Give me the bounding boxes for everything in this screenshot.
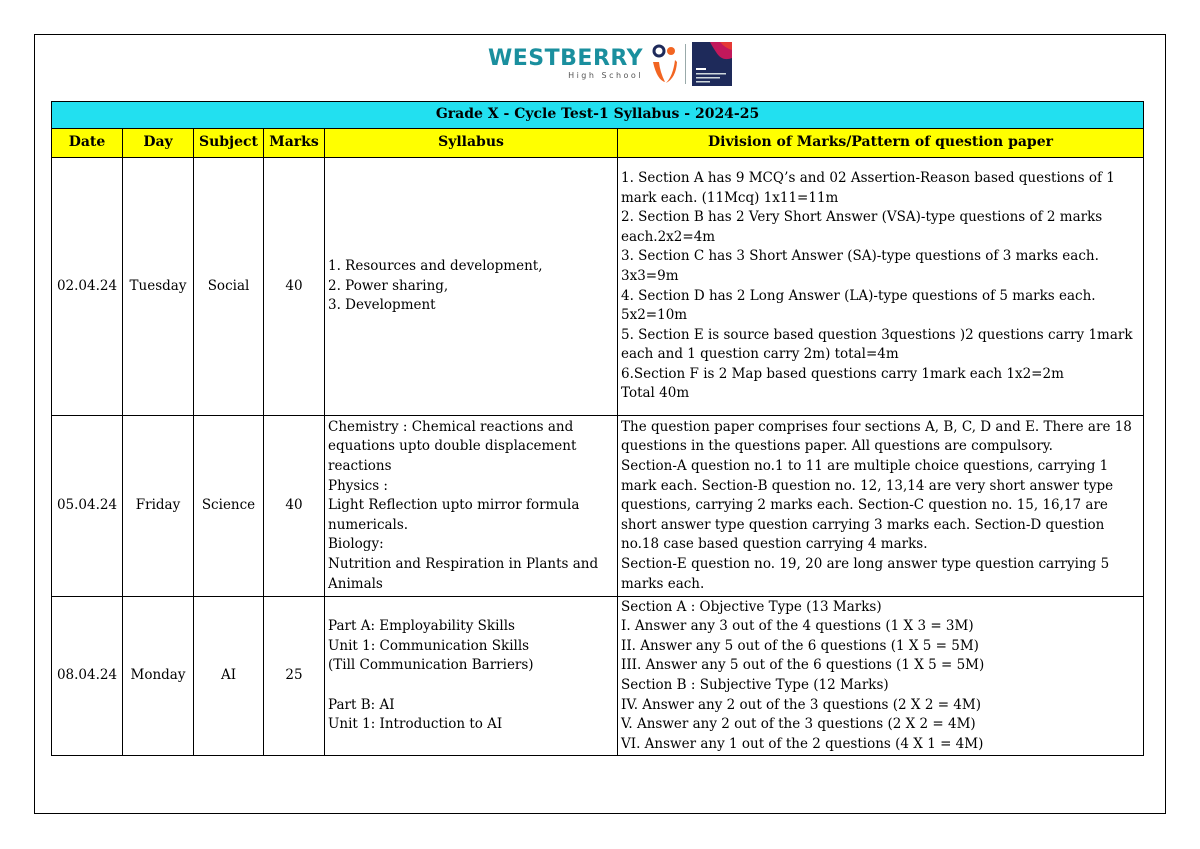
division-line: each.2x2=4m [621,228,716,245]
cell-day: Monday [123,597,194,756]
division-line: questions in the questions paper. All questions are compulsory. [621,438,1053,455]
header-division: Division of Marks/Pattern of question paper [618,129,1144,158]
division-line: III. Answer any 5 out of the 6 questions (1 X 5 = 5M) [621,657,985,674]
division-line: IV. Answer any 2 out of the 3 questions (2 X 2 = 4M) [621,696,981,713]
table-title-row [52,102,1144,129]
westberry-mark-icon [649,42,679,86]
division-line: Section A : Objective Type (13 Marks) [621,598,882,615]
division-line: I. Answer any 3 out of the 4 questions (1 X 3 = 3M) [621,618,974,635]
cell-marks: 25 [264,597,325,756]
syllabus-line: equations upto double displacement [328,438,577,455]
syllabus-table [51,101,1144,756]
brand-subtitle: High School [568,71,644,80]
division-line: no.18 case based question carrying 4 marks. [621,536,928,553]
header-subject: Subject [194,129,264,158]
division-line: 3x3=9m [621,267,679,284]
division-line: questions, carrying 2 marks each. Section-C question no. 15, 16,17 are [621,497,1108,514]
syllabus-line: Part A: Employability Skills [328,618,515,635]
division-line: 3. Section C has 3 Short Answer (SA)-type questions of 3 marks each. [621,248,1099,265]
syllabus-line: (Till Communication Barriers) [328,657,534,674]
cell-date: 05.04.24 [52,416,123,597]
division-line: mark each. Section-B question no. 12, 13,14 are very short answer type [621,477,1114,494]
division-line: marks each. [621,575,705,592]
cell-day: Tuesday [123,158,194,416]
cell-date: 08.04.24 [52,597,123,756]
syllabus-line: Nutrition and Respiration in Plants and [328,555,599,572]
header-date: Date [52,129,123,158]
division-line: Section B : Subjective Type (12 Marks) [621,677,889,693]
division-line: 4. Section D has 2 Long Answer (LA)-type questions of 5 marks each. [621,287,1096,304]
division-line: Total 40m [621,385,690,402]
cell-marks: 40 [264,416,325,597]
division-line: each and 1 question carry 2m) total=4m [621,346,899,363]
division-line: Section-A question no.1 to 11 are multiple choice questions, carrying 1 [621,458,1109,475]
syllabus-spacer [328,676,614,696]
syllabus-line: 3. Development [328,297,436,314]
school-logo [488,41,732,87]
cell-subject: AI [194,597,264,756]
table-row [52,597,1144,756]
syllabus-line: Unit 1: Communication Skills [328,637,530,654]
syllabus-line: Unit 1: Introduction to AI [328,716,503,733]
cell-subject: Science [194,416,264,597]
cell-syllabus [325,158,618,416]
cell-date: 02.04.24 [52,158,123,416]
cell-division [618,416,1144,597]
division-line: 5. Section E is source based question 3questions )2 questions carry 1mark [621,326,1133,343]
syllabus-line: Physics : [328,477,388,494]
division-line: II. Answer any 5 out of the 6 questions (1 X 5 = 5M) [621,637,979,654]
cell-syllabus [325,597,618,756]
division-line: 2. Section B has 2 Very Short Answer (VSA)-type questions of 2 marks [621,209,1103,226]
syllabus-line: 1. Resources and development, [328,258,543,275]
cell-division [618,597,1144,756]
header-syllabus: Syllabus [325,129,618,158]
syllabus-line: Biology: [328,536,384,553]
division-line: Section-E question no. 19, 20 are long answer type question carrying 5 [621,555,1110,572]
header-marks: Marks [264,129,325,158]
division-line: short answer type question carrying 3 marks each. Section-D question [621,516,1105,533]
table-header-row [52,129,1144,158]
table-row [52,416,1144,597]
syllabus-line: Part B: AI [328,696,395,713]
logo-separator [685,44,686,84]
syllabus-line: numericals. [328,516,409,533]
division-line: The question paper comprises four sections A, B, C, D and E. There are 18 [621,418,1132,435]
table-title: Grade X - Cycle Test-1 Syllabus - 2024-25 [52,102,1144,129]
cell-day: Friday [123,416,194,597]
brand-name: WESTBERRY [488,46,644,71]
division-line: 6.Section F is 2 Map based questions carry 1mark each 1x2=2m [621,365,1064,382]
cell-syllabus [325,416,618,597]
cell-marks: 40 [264,158,325,416]
syllabus-line: Chemistry : Chemical reactions and [328,418,574,435]
cell-subject: Social [194,158,264,416]
syllabus-line: 2. Power sharing, [328,277,449,294]
division-line: mark each. (11Mcq) 1x11=11m [621,189,839,206]
syllabus-line: reactions [328,458,392,475]
division-line: V. Answer any 2 out of the 3 questions (2 X 2 = 4M) [621,716,976,733]
table-row [52,158,1144,416]
division-line: 5x2=10m [621,307,688,324]
syllabus-line: Light Reflection upto mirror formula [328,497,580,514]
division-line: 1. Section A has 9 MCQ’s and 02 Assertion-Reason based questions of 1 [621,169,1115,186]
syllabus-line: Animals [328,575,383,592]
cell-division [618,158,1144,416]
header-day: Day [123,129,194,158]
division-line: VI. Answer any 1 out of the 2 questions (4 X 1 = 4M) [621,735,984,752]
ib-badge-icon [692,42,732,86]
